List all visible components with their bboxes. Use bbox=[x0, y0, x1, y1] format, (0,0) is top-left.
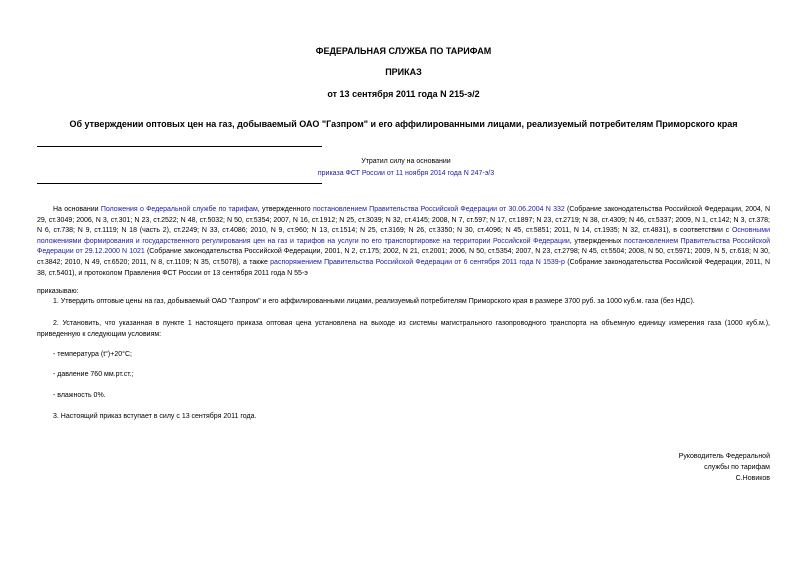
signature-position-1: Руководитель Федеральной bbox=[678, 453, 770, 460]
preamble-text-5: (Собрание законодательства Российской Федерации, 2001, N 2, ст.175; 2002, N 21, ст.2001; 2006, N 50, ст.5354; 2007, N 23, ст.2798; N 45, ст.5504; 2008, N 50, ст.5971; 2009, N 5, ст.618; N 30, ст.3842; 2010, N 49, ст.6520; 2011, N 8, ст.1109; N 35, ст.5078), а также bbox=[37, 248, 770, 266]
condition-temperature: - температура (t°)+20°С; bbox=[53, 351, 132, 358]
main-provisions-link[interactable]: Основными положениями формирования и государственного регулирования цен на газ и тарифов на услуги по его транспортировке на территории Российской Федерации bbox=[37, 227, 770, 245]
preamble-text-2: , утвержденного bbox=[257, 206, 313, 213]
signature-block bbox=[570, 452, 770, 484]
status-note-text: Утратил силу на основании bbox=[361, 158, 451, 165]
preamble-text-1: На основании bbox=[53, 206, 101, 213]
agency-name: ФЕДЕРАЛЬНАЯ СЛУЖБА ПО ТАРИФАМ bbox=[315, 46, 492, 56]
signature-position-2: службы по тарифам bbox=[704, 463, 770, 471]
separator-bottom bbox=[37, 183, 322, 184]
condition-pressure: - давление 760 мм.рт.ст.; bbox=[53, 371, 134, 378]
orders-word: приказываю: bbox=[37, 288, 79, 295]
item-1: 1. Утвердить оптовые цены на газ, добываемый ОАО "Газпром" и его аффилированными лицами, реализуемый потребителям Приморского края в размере 3700 руб. за 1000 куб.м. газа (без НДС). bbox=[53, 298, 695, 305]
preamble-text-4: , утвержденных bbox=[569, 237, 625, 245]
signature-name: С.Новиков bbox=[735, 474, 770, 482]
preamble-paragraph bbox=[37, 205, 770, 279]
preamble-text-3: (Собрание законодательства Российской Федерации, 2004, N 29, ст.3049; 2006, N 3, ст.301; N 23, ст.2522; N 48, ст.5032; N 50, ст.5354; 2007, N 16, ст.1912; N 25, ст.3039; N 32, ст.4145; 2008, N 7, ст.597; N 17, ст.1897; N 23, ст.2719; N 38, ст.4309; N 46, ст.5337; 2009, N 1, ст.142; N 3, ст.378; N 6, ст.738; N 9, ст.1119; N 18 (часть 2), ст.2249; N 33, ст.4086; 2010, N 9, ст.960; N 13, ст.1514; N 25, ст.3169; N 26, ст.3350; N 30, ст.4096; N 45, ст.5851; 2011, N 14, ст.1935; N 32, ст.4831), в соответствии с bbox=[37, 206, 771, 235]
order-1539-link[interactable]: распоряжением Правительства Российской Федерации от 6 сентября 2011 года N 1539-р bbox=[270, 258, 565, 266]
repeal-order-link[interactable]: приказа ФСТ России от 11 ноября 2014 года N 247-э/3 bbox=[317, 170, 495, 177]
resolution-332-link[interactable]: постановлением Правительства Российской Федерации от 30.06.2004 N 332 bbox=[312, 206, 565, 213]
resolution-1021-link[interactable]: постановлением Правительства Российской Федерации от 29.12.2000 N 1021 bbox=[37, 237, 771, 256]
condition-humidity: - влажность 0%. bbox=[53, 392, 106, 399]
status-note bbox=[212, 157, 600, 178]
document-title: Об утверждении оптовых цен на газ, добываемый ОАО "Газпром" и его аффилированными лицами, реализуемый потребителям Приморского края bbox=[69, 119, 738, 129]
item-2: 2. Установить, что указанная в пункте 1 настоящего приказа оптовая цена установлена на выходе из системы магистрального газопроводного транспорта на объемную единицу измерения газа (1000 куб.м.), приведенную к следующим условиям: bbox=[37, 320, 770, 338]
regulation-link[interactable]: Положения о Федеральной службе по тарифам bbox=[100, 206, 258, 213]
separator-top bbox=[37, 146, 322, 147]
document-date: от 13 сентября 2011 года N 215-э/2 bbox=[327, 89, 480, 99]
preamble-text-6: (Собрание законодательства Российской Федерации, 2011, N 38, ст.5401), и протоколом Правления ФСТ России от 13 сентября 2011 года N 55-э bbox=[37, 258, 770, 277]
document-type: ПРИКАЗ bbox=[385, 67, 422, 77]
item-3: 3. Настоящий приказ вступает в силу с 13 сентября 2011 года. bbox=[53, 413, 257, 420]
